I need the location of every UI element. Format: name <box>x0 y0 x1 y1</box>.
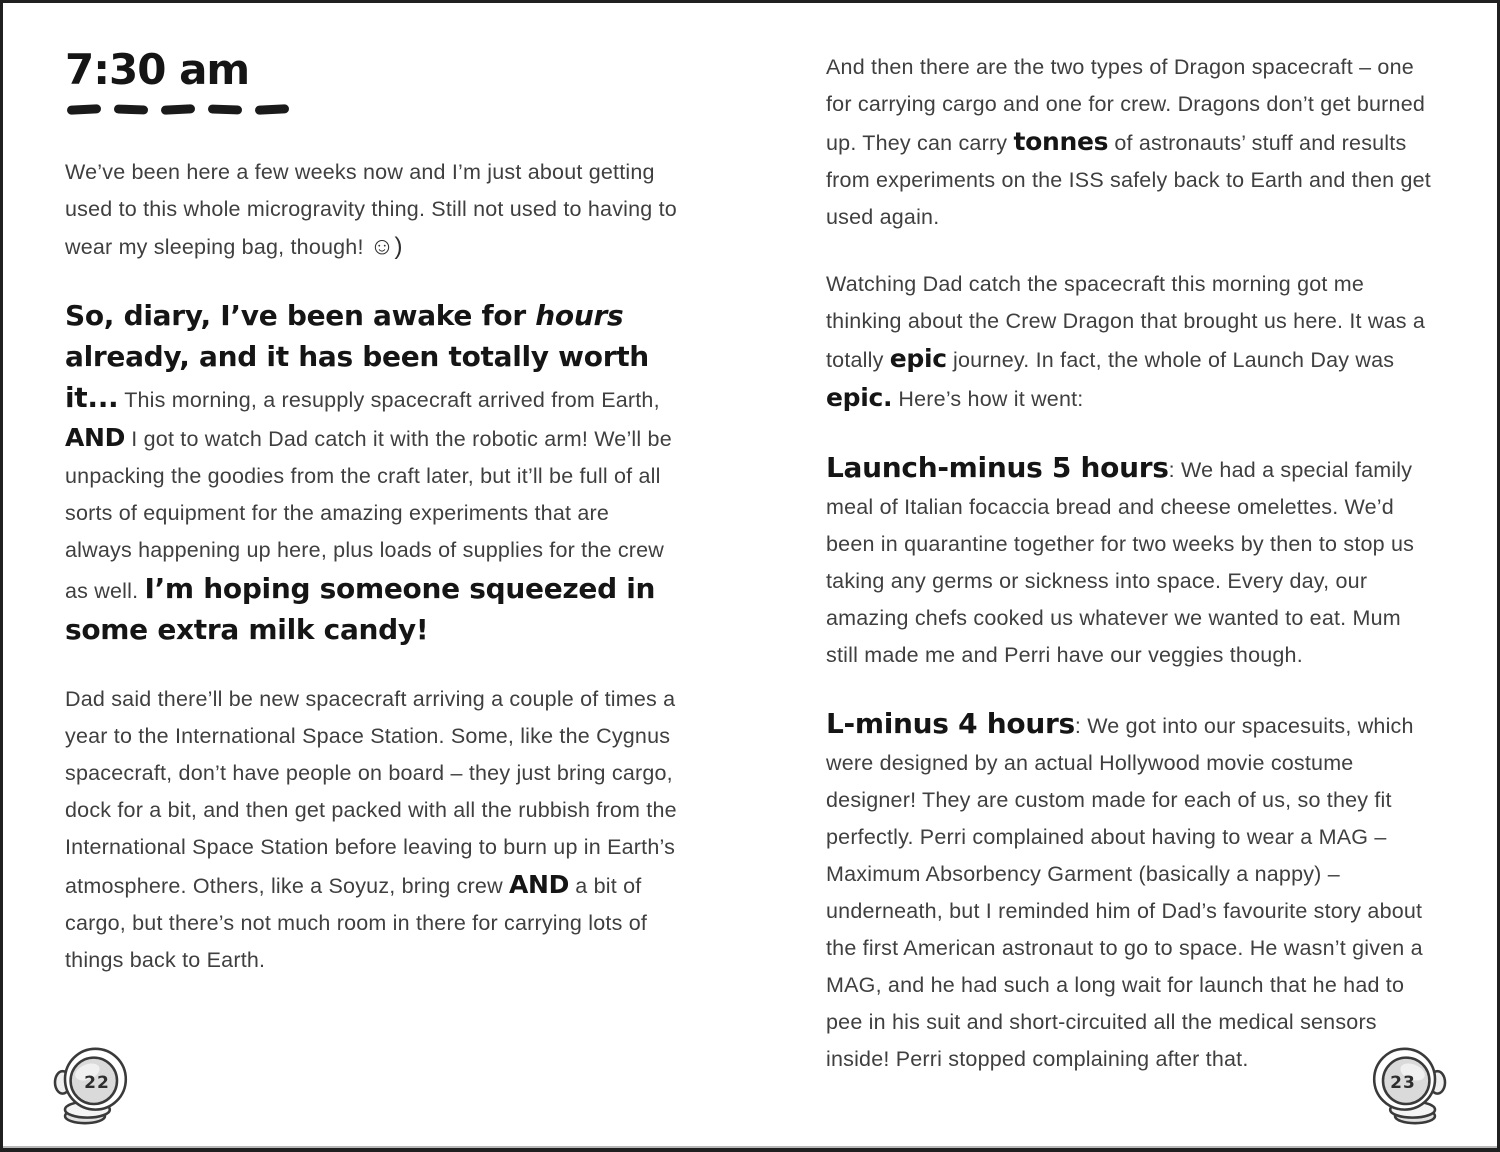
section-heading-launch-minus-5: Launch-minus 5 hours <box>826 451 1169 484</box>
body-text-run: Watching Dad catch the spacecraft this morning got me thinking about the Crew Dragon that brought us here. It was a totally <box>826 272 1426 372</box>
handwritten-tonnes: tonnes <box>1013 127 1109 156</box>
paragraph-resupply <box>65 296 680 651</box>
dash <box>67 104 101 115</box>
body-text-run: And then there are the two types of Dragon spacecraft – one for carrying cargo and one for crew. Dragons don’t get burned up. They can carry <box>826 55 1426 155</box>
page-number-marker-right <box>1367 1042 1447 1126</box>
body-text-run: a bit of cargo, but there’s not much room in there for carrying lots of things back to Earth. <box>65 874 648 972</box>
dashed-underline <box>67 105 680 114</box>
paragraph-spacecraft-types <box>65 681 680 979</box>
paragraph-l-minus-4 <box>826 704 1439 1078</box>
body-text-run: We got into our spacesuits, which were designed by an actual Hollywood movie costume designer! They are custom made for each of us, so they fit perfectly. Perri complained about having to wear a MAG – Maximum Absorbency Garment (basically a nappy) – underneath, but I reminded him of Dad’s favourite story about the first American astronaut to go to space. He wasn’t given a MAG, and he had such a long wait for launch that he had to pee in his suit and short-circuited all the medical sensors inside! Perri stopped complaining after that. <box>826 714 1423 1071</box>
paragraph-intro <box>65 154 680 266</box>
handwritten-emphasis: already, and it has been totally worth it... <box>65 340 649 414</box>
body-text-run: Here’s how it went: <box>892 387 1084 411</box>
handwritten-and: AND <box>65 423 126 452</box>
body-text-run: Dad said there’ll be new spacecraft arriving a couple of times a year to the International Space Station. Some, like the Cygnus spacecraft, don’t have people on board – they just bring cargo, dock for a bit, and then get packed with all the rubbish from the International Space Station before leaving to burn up in Earth’s atmosphere. Others, like a Soyuz, bring crew <box>65 687 677 898</box>
handwritten-emphasis: I’m hoping someone squeezed in some extra milk candy! <box>65 572 656 646</box>
paragraph-launch-minus-5 <box>826 448 1439 674</box>
handwritten-emphasis-italic: hours <box>535 299 624 332</box>
page-number-marker-left <box>53 1042 133 1126</box>
body-text-run: of astronauts’ stuff and results from experiments on the ISS safely back to Earth and then get used again. <box>826 131 1431 229</box>
two-page-spread <box>3 3 1497 1148</box>
page-number: 23 <box>1390 1073 1416 1093</box>
dash <box>114 104 148 114</box>
handwritten-epic: epic <box>889 344 947 373</box>
diary-time-heading: 7:30 am <box>65 45 250 94</box>
body-text-run: : <box>1074 714 1088 738</box>
page-number: 22 <box>84 1073 110 1093</box>
body-text-run: I got to watch Dad catch it with the robotic arm! We’ll be unpacking the goodies from the craft later, but it’ll be full of all sorts of equipment for the amazing experiments that are always happening up here, plus loads of supplies for the crew as well. <box>65 427 672 603</box>
page-left <box>3 3 750 1148</box>
handwritten-epic: epic. <box>826 383 893 412</box>
page-right <box>750 3 1497 1148</box>
section-heading-l-minus-4: L-minus 4 hours <box>826 707 1075 740</box>
smiley-face-icon: ☺) <box>369 233 403 260</box>
paragraph-dragon <box>826 49 1439 236</box>
body-text-run: This morning, a resupply spacecraft arrived from Earth, <box>118 388 660 412</box>
diary-time-heading-block <box>65 47 680 114</box>
paragraph-launch-day <box>826 266 1439 418</box>
body-text-run: We’ve been here a few weeks now and I’m just about getting used to this whole microgravity thing. Still not used to having to wear my sleeping bag, though! <box>65 160 677 259</box>
handwritten-and: AND <box>508 870 570 899</box>
handwritten-emphasis: So, diary, I’ve been awake for <box>65 299 536 332</box>
body-text-run: We had a special family meal of Italian focaccia bread and cheese omelettes. We’d been in quarantine together for two weeks by then to stop us taking any germs or sickness into space. Every day, our amazing chefs cooked us whatever we wanted to eat. Mum still made me and Perri have our veggies though. <box>826 458 1415 667</box>
body-text-run: journey. In fact, the whole of Launch Day was <box>946 348 1395 372</box>
dash <box>255 104 289 115</box>
body-text-run: : <box>1168 458 1181 482</box>
dash <box>161 104 195 115</box>
dash <box>208 104 242 114</box>
